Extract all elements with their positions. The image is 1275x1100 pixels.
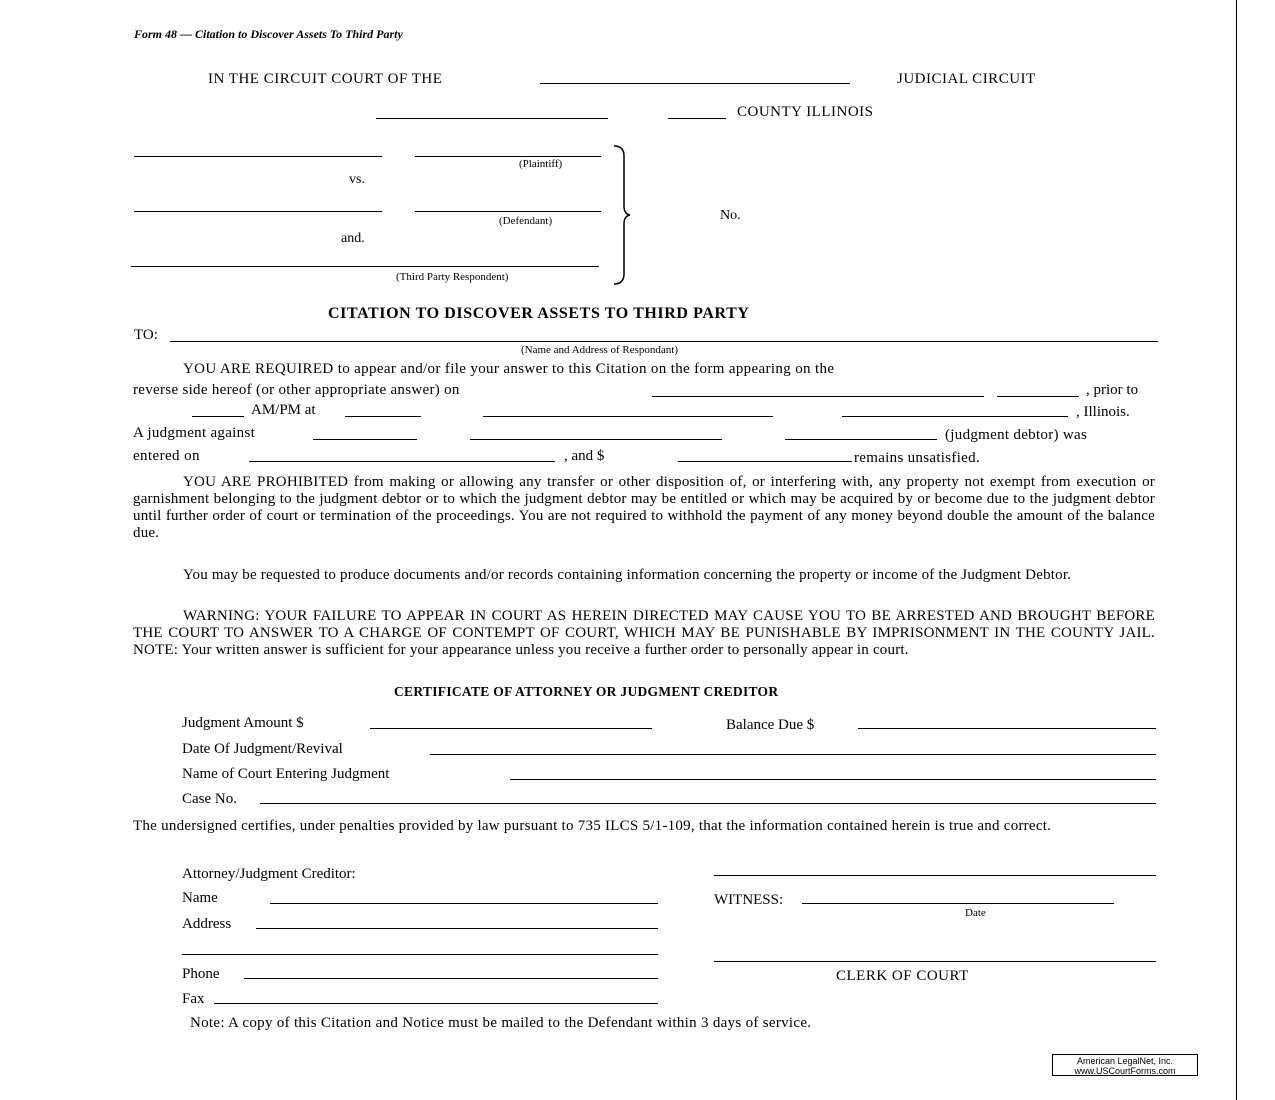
publisher-url: www.USCourtForms.com [1074, 1066, 1176, 1076]
certifies-paragraph: The undersigned certifies, under penalties provided by law pursuant to 735 ILCS 5/1-109, that the information contained herein is true and correct. [133, 818, 1052, 834]
plaintiff-field-a[interactable] [134, 156, 382, 157]
name-of-court-label: Name of Court Entering Judgment [182, 766, 390, 782]
attorney-fax-label: Fax [182, 991, 205, 1007]
judgment-debtor-label: (judgment debtor) was [945, 427, 1088, 443]
circuit-number-field[interactable] [540, 83, 850, 84]
entered-amount-field[interactable] [678, 461, 852, 462]
name-of-court-field[interactable] [510, 779, 1156, 780]
attorney-phone-label: Phone [182, 966, 220, 982]
plaintiff-field-b[interactable] [415, 156, 601, 157]
caption-bracket [612, 144, 632, 286]
clerk-signature-field[interactable] [714, 961, 1156, 962]
attorney-label: Attorney/Judgment Creditor: [182, 866, 356, 882]
form-title: Form 48 — Citation to Discover Assets To Third Party [134, 27, 403, 41]
required-line-2a: reverse side hereof (or other appropriate answer) on [133, 382, 460, 398]
witness-date-label: Date [965, 907, 986, 919]
judgment-debtor-field-b[interactable] [470, 439, 722, 440]
judgment-amount-label: Judgment Amount $ [182, 715, 304, 731]
witness-field[interactable] [802, 903, 1114, 904]
date-of-judgment-label: Date Of Judgment/Revival [182, 741, 343, 757]
defendant-field-b[interactable] [415, 211, 601, 212]
county-field-a[interactable] [376, 118, 608, 119]
witness-top-field[interactable] [714, 875, 1156, 876]
page-edge [1236, 0, 1237, 1100]
citation-title: CITATION TO DISCOVER ASSETS TO THIRD PARTY [328, 305, 750, 322]
plaintiff-label: (Plaintiff) [519, 158, 563, 170]
publisher-badge [1052, 1054, 1198, 1076]
attorney-name-field[interactable] [270, 903, 658, 904]
appear-place-field-b[interactable] [483, 416, 773, 417]
appear-date-field[interactable] [652, 396, 984, 397]
prohibited-paragraph: YOU ARE PROHIBITED from making or allowing any transfer or other disposition of, or interfering with, any property not exempt from execution or garnishment belonging to the judgment debtor or to which the judgment debtor may be entitled or which may be acquired by or become due to the judgment debtor until further order of court or termination of the proceedings. You are not required to withhold the payment of any money beyond double the amount of the balance due. [133, 474, 1155, 541]
appear-place-field-a[interactable] [345, 416, 421, 417]
required-line-2b: , prior to [1086, 382, 1139, 398]
appear-year-field[interactable] [997, 396, 1079, 397]
balance-due-field[interactable] [858, 728, 1156, 729]
court-line-suffix: JUDICIAL CIRCUIT [897, 71, 1036, 87]
county-suffix: COUNTY ILLINOIS [737, 104, 874, 120]
required-line-3b: , Illinois. [1076, 404, 1130, 420]
to-sublabel: (Name and Address of Respondant) [521, 344, 679, 356]
witness-label: WITNESS: [714, 892, 784, 908]
certificate-title: CERTIFICATE OF ATTORNEY OR JUDGMENT CREDITOR [394, 684, 779, 699]
entered-amount-label: , and $ [564, 448, 605, 464]
judgment-amount-field[interactable] [370, 728, 652, 729]
defendant-label: (Defendant) [499, 215, 553, 227]
attorney-address-field-2[interactable] [182, 954, 658, 955]
balance-due-label: Balance Due $ [726, 717, 815, 733]
and-label: and. [341, 231, 365, 246]
attorney-fax-field[interactable] [214, 1003, 658, 1004]
judgment-debtor-field-a[interactable] [313, 439, 417, 440]
attorney-phone-field[interactable] [244, 978, 658, 979]
case-no-label: No. [720, 208, 741, 223]
defendant-field-a[interactable] [134, 211, 382, 212]
warning-paragraph: WARNING: YOUR FAILURE TO APPEAR IN COURT AS HEREIN DIRECTED MAY CAUSE YOU TO BE ARRESTED AND BROUGHT BEFORE THE COURT TO ANSWER TO A CHARGE OF CONTEMPT OF COURT, WHICH MAY BE PUNISHABLE BY IMPRISONMENT IN THE COUNTY JAIL. NOTE: Your written answer is sufficient for your appearance unless you receive a further order to personally appear in court. [133, 608, 1155, 658]
publisher-name: American LegalNet, Inc. [1076, 1056, 1174, 1066]
attorney-address-label: Address [182, 916, 232, 932]
attorney-address-field-1[interactable] [256, 928, 658, 929]
required-line-1: YOU ARE REQUIRED to appear and/or file your answer to this Citation on the form appearing on the [183, 361, 835, 377]
documents-paragraph: You may be requested to produce documents and/or records containing information concerning the property or income of the Judgment Debtor. [183, 567, 1072, 583]
entered-on-label: entered on [133, 448, 200, 464]
to-field[interactable] [170, 341, 1158, 342]
third-party-label: (Third Party Respondent) [396, 271, 509, 283]
judgment-debtor-field-c[interactable] [785, 439, 937, 440]
case-no-cert-label: Case No. [182, 791, 237, 807]
entered-date-field[interactable] [249, 461, 555, 462]
service-note: Note: A copy of this Citation and Notice must be mailed to the Defendant within 3 days of service. [190, 1015, 812, 1031]
judgment-against-label: A judgment against [133, 425, 256, 441]
clerk-label: CLERK OF COURT [836, 968, 969, 984]
date-of-judgment-field[interactable] [430, 754, 1156, 755]
appear-place-field-c[interactable] [842, 416, 1068, 417]
county-field-b[interactable] [668, 118, 726, 119]
court-line-prefix: IN THE CIRCUIT COURT OF THE [208, 71, 443, 87]
third-party-field[interactable] [131, 266, 599, 267]
attorney-name-label: Name [182, 890, 218, 906]
appear-time-field[interactable] [192, 416, 244, 417]
case-no-cert-field[interactable] [260, 803, 1156, 804]
vs-label: vs. [349, 172, 365, 187]
required-line-3a: AM/PM at [251, 402, 316, 418]
remains-unsatisfied-label: remains unsatisfied. [854, 450, 980, 466]
to-label: TO: [134, 327, 158, 343]
